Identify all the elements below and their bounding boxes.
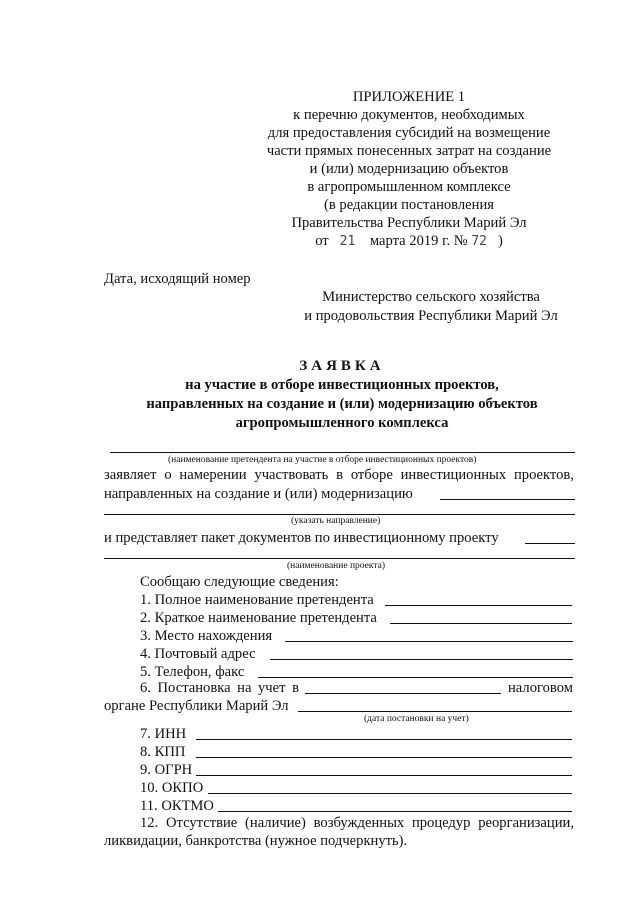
caption-direction: (указать направление) [291, 516, 381, 526]
word: участвовать [254, 467, 329, 483]
ogrn-field[interactable] [196, 775, 572, 776]
item-oktmo: 11. ОКТМО [140, 798, 214, 814]
date-rest: марта 2019 г. № [369, 233, 468, 249]
phone-fax-field[interactable] [258, 677, 573, 678]
modernization-field[interactable] [440, 499, 575, 500]
item-kpp: 8. КПП [140, 744, 186, 760]
appendix-line: (в редакции постановления [324, 197, 494, 213]
addressee-block [300, 288, 562, 326]
item-inn: 7. ИНН [140, 726, 187, 742]
title-heading: ЗАЯВКА [299, 358, 385, 374]
registration-place-field[interactable] [305, 693, 501, 694]
word: намерении [179, 467, 247, 483]
item-registration [140, 680, 299, 697]
date-prefix: от [315, 233, 329, 249]
tax-authority-label: органе Республики Марий Эл [104, 698, 289, 714]
resolution-date-line [250, 232, 568, 251]
item-okpo: 10. ОКПО [140, 780, 204, 796]
word: заявляет [104, 467, 157, 483]
appendix-block [250, 88, 568, 251]
word: возбужденных [313, 815, 405, 831]
location-field[interactable] [285, 641, 573, 642]
item-bankruptcy-line2: ликвидации, банкротства (нужное подчеркнуть). [104, 833, 408, 849]
item-full-name: 1. Полное наименование претендента [140, 592, 374, 608]
appendix-line: в агропромышленном комплексе [307, 179, 511, 195]
application-title [110, 357, 574, 433]
date-day: 21 [339, 234, 356, 249]
word: (наличие) [245, 815, 306, 831]
okpo-field[interactable] [208, 793, 572, 794]
appendix-line: к перечню документов, необходимых [293, 107, 525, 123]
declares-line [104, 467, 574, 484]
word: в [336, 467, 344, 483]
item-short-name: 2. Краткое наименование претендента [140, 610, 377, 626]
applicant-name-field[interactable] [110, 452, 575, 453]
directed-label: направленных на создание и (или) модернизацию [104, 486, 413, 502]
item-bankruptcy [140, 815, 574, 832]
addressee-line: Министерство сельского хозяйства [322, 289, 540, 305]
close-paren: ) [497, 233, 503, 249]
direction-field[interactable] [104, 514, 575, 515]
item-phone-fax: 5. Телефон, факс [140, 664, 245, 680]
addressee-line: и продовольствия Республики Марий Эл [304, 308, 558, 324]
title-line: агропромышленного комплекса [235, 415, 449, 431]
caption-applicant: (наименование претендента на участие в отборе инвестиционных проектов) [168, 455, 477, 465]
word: проектов, [513, 467, 574, 483]
appendix-line: ПРИЛОЖЕНИЕ 1 [352, 89, 466, 105]
tax-label: налоговом [508, 680, 573, 696]
caption-project: (наименование проекта) [287, 561, 386, 571]
kpp-field[interactable] [196, 757, 572, 758]
registration-date-field[interactable] [298, 711, 572, 712]
date-outgoing-label: Дата, исходящий номер [104, 271, 251, 287]
item-location: 3. Место нахождения [140, 628, 273, 644]
word: на [237, 680, 252, 696]
doc-number: 72 [471, 234, 487, 249]
word: процедур [411, 815, 471, 831]
title-line: на участие в отборе инвестиционных проектов, [185, 377, 499, 393]
word: 6. [140, 680, 151, 696]
word: Постановка [157, 680, 231, 696]
caption-registration-date: (дата постановки на учет) [364, 714, 469, 724]
word: о [164, 467, 172, 483]
report-label: Сообщаю следующие сведения: [140, 574, 339, 590]
appendix-line: части прямых понесенных затрат на создание [266, 143, 552, 159]
item-postal-address: 4. Почтовый адрес [140, 646, 256, 662]
appendix-line: и (или) модернизацию объектов [309, 161, 509, 177]
project-field-start[interactable] [525, 543, 575, 544]
word: учет [258, 680, 286, 696]
word: отборе [350, 467, 393, 483]
word: 12. [140, 815, 159, 831]
word: инвестиционных [400, 467, 507, 483]
word: в [292, 680, 299, 696]
short-name-field[interactable] [390, 623, 572, 624]
appendix-line: Правительства Республики Марий Эл [291, 215, 527, 231]
project-name-field[interactable] [104, 558, 575, 559]
title-line: направленных на создание и (или) модернизацию объектов [146, 396, 538, 412]
appendix-line: для предоставления субсидий на возмещение [267, 125, 551, 141]
word: реорганизации, [478, 815, 574, 831]
item-ogrn: 9. ОГРН [140, 762, 193, 778]
oktmo-field[interactable] [218, 811, 572, 812]
word: Отсутствие [166, 815, 238, 831]
presents-label: и представляет пакет документов по инвестиционному проекту [104, 530, 499, 546]
inn-field[interactable] [196, 739, 572, 740]
postal-address-field[interactable] [270, 659, 573, 660]
full-name-field[interactable] [385, 605, 572, 606]
